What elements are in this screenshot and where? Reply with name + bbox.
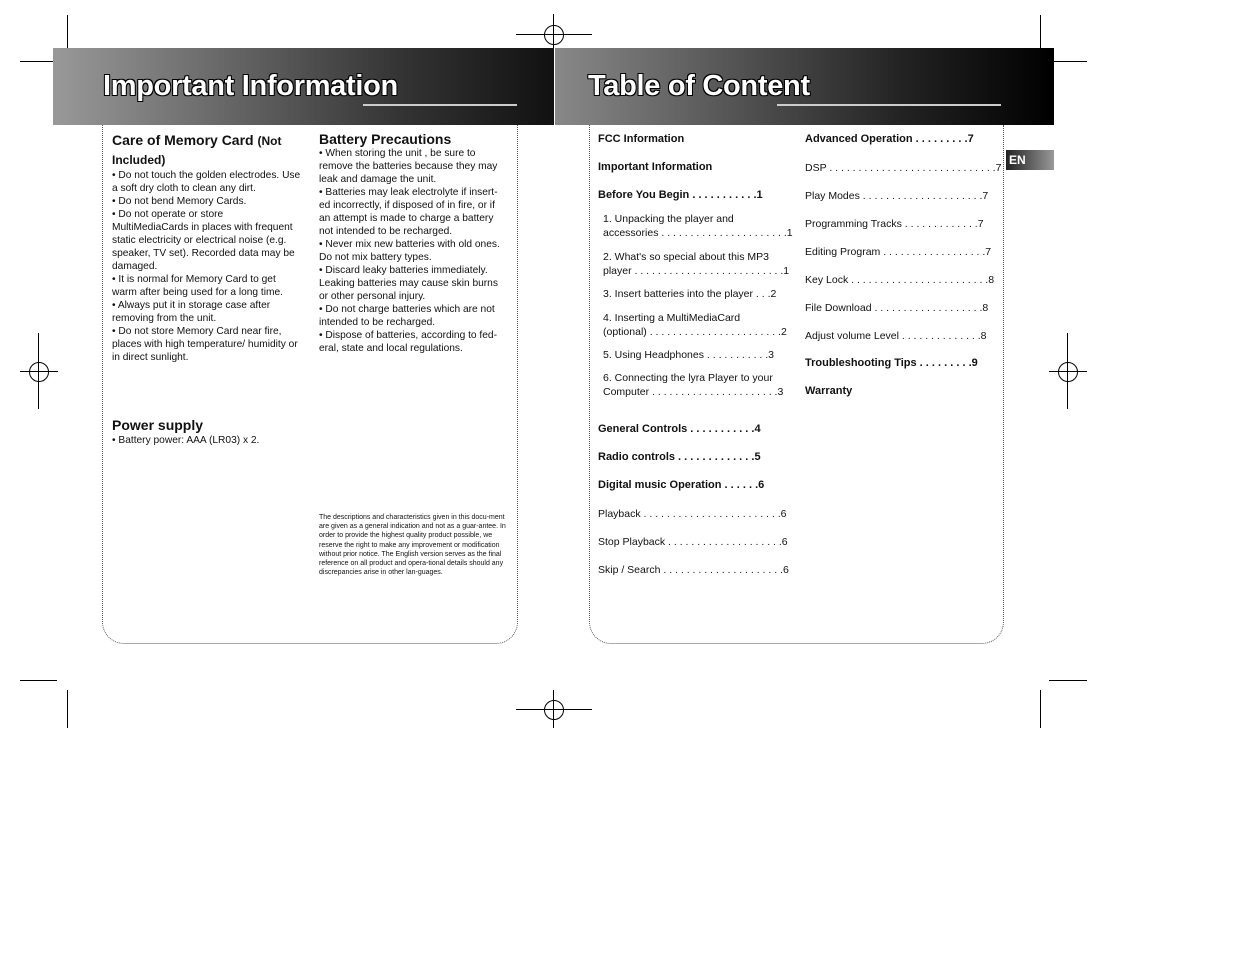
battery-section (319, 131, 507, 355)
memory-card-item: • Do not operate or store MultiMediaCards in places with frequent static electricity or electrical noise (e.g. speaker, TV set). Recorded data may be damaged. (112, 209, 295, 272)
toc-entry: Editing Program . . . . . . . . . . . . . . . . . .7 (805, 246, 992, 258)
disclaimer-text: The descriptions and characteristics given in this docu-ment are given as a general indication and not as a guar-antee. In order to provide the highest quality product possible, we reserve the right to make any improvement or modification without prior notice. The English version serves as the final reference on all product and opera-tional details should any discrepancies arise in other lan-guages. (319, 514, 506, 577)
toc-entry: Adjust volume Level . . . . . . . . . . . . . .8 (805, 330, 987, 342)
toc-entry: DSP . . . . . . . . . . . . . . . . . . . . . . . . . . . . .7 (805, 162, 1002, 174)
crop-mark (67, 15, 68, 49)
registration-mark (1058, 362, 1078, 382)
battery-item: • Do not charge batteries which are not intended to be recharged. (319, 304, 495, 328)
toc-entry: Play Modes . . . . . . . . . . . . . . . . . . . . .7 (805, 190, 989, 202)
power-supply-heading: Power supply (112, 417, 204, 433)
toc-entry: Digital music Operation . . . . . .6 (598, 479, 765, 491)
memory-card-item: • Do not touch the golden electrodes. Use a soft dry cloth to clean any dirt. (112, 170, 301, 194)
power-supply-section (112, 416, 302, 447)
toc-entry: Radio controls . . . . . . . . . . . . .5 (598, 451, 761, 463)
toc-entry: 5. Using Headphones . . . . . . . . . . .3 (603, 349, 775, 361)
crop-mark (516, 709, 592, 710)
crop-mark (67, 690, 68, 728)
battery-item: • Dispose of batteries, according to fed-eral, state and local regulations. (319, 330, 497, 354)
toc-entry: Key Lock . . . . . . . . . . . . . . . . . . . . . . . .8 (805, 274, 995, 286)
registration-mark (544, 700, 564, 720)
battery-item: • Discard leaky batteries immediately. Leaking batteries may cause skin burns or other personal injury. (319, 265, 498, 302)
toc-entry: player . . . . . . . . . . . . . . . . . . . . . . . . . .1 (603, 265, 790, 277)
toc-entry: Troubleshooting Tips . . . . . . . . .9 (805, 357, 978, 369)
toc-entry: File Download . . . . . . . . . . . . . . . . . . .8 (805, 302, 989, 314)
toc-entry: Warranty (805, 385, 853, 397)
registration-mark (544, 25, 564, 45)
toc-entry: Skip / Search . . . . . . . . . . . . . . . . . . . . .6 (598, 564, 789, 576)
power-supply-text: • Battery power: AAA (LR03) x 2. (112, 435, 260, 446)
memory-card-item: • It is normal for Memory Card to get warm after being used for a long time. (112, 274, 284, 298)
battery-heading: Battery Precautions (319, 131, 452, 147)
crop-mark (553, 14, 554, 50)
memory-card-section (112, 131, 302, 364)
crop-mark (20, 680, 57, 681)
right-header-band (555, 48, 1054, 125)
battery-item: • Batteries may leak electrolyte if insert-ed incorrectly, if disposed of in fire, or if an attempt is made to charge a battery not intended to be recharged. (319, 187, 498, 237)
language-tab: EN (1006, 150, 1054, 170)
memory-card-item: • Always put it in storage case after removing from the unit. (112, 300, 271, 324)
toc-entry: 3. Insert batteries into the player . . .2 (603, 288, 777, 300)
memory-card-heading: Care of Memory Card (Not Included) (112, 132, 282, 167)
crop-mark (1049, 61, 1087, 62)
toc-entry: (optional) . . . . . . . . . . . . . . . . . . . . . . .2 (603, 326, 787, 338)
crop-mark (1040, 690, 1041, 728)
toc-entry: General Controls . . . . . . . . . . .4 (598, 423, 761, 435)
right-page-title: Table of Content (588, 70, 810, 102)
left-header-band (53, 48, 554, 125)
crop-mark (1040, 15, 1041, 49)
registration-mark (29, 362, 49, 382)
toc-entry: Important Information (598, 161, 713, 173)
toc-entry: 6. Connecting the lyra Player to your (603, 372, 773, 384)
toc-entry: Before You Begin . . . . . . . . . . .1 (598, 189, 763, 201)
crop-mark (20, 61, 57, 62)
toc-entry: Advanced Operation . . . . . . . . .7 (805, 133, 974, 145)
toc-entry: 4. Inserting a MultiMediaCard (603, 312, 741, 324)
left-page-title: Important Information (103, 70, 398, 102)
memory-card-item: • Do not bend Memory Cards. (112, 196, 247, 207)
toc-entry: Programming Tracks . . . . . . . . . . . . .7 (805, 218, 984, 230)
crop-mark (516, 34, 592, 35)
toc-entry: 1. Unpacking the player and (603, 213, 734, 225)
memory-card-item: • Do not store Memory Card near fire, places with high temperature/ humidity or in direct sunlight. (112, 326, 298, 363)
toc-entry: Computer . . . . . . . . . . . . . . . . . . . . . .3 (603, 386, 784, 398)
title-underline (777, 104, 1001, 106)
toc-entry: accessories . . . . . . . . . . . . . . . . . . . . . .1 (603, 227, 793, 239)
toc-entry: Stop Playback . . . . . . . . . . . . . . . . . . . .6 (598, 536, 788, 548)
title-underline (363, 104, 517, 106)
crop-mark (1049, 680, 1087, 681)
battery-item: • When storing the unit , be sure to remove the batteries because they may leak and damage the unit. (319, 148, 498, 185)
battery-item: • Never mix new batteries with old ones. Do not mix battery types. (319, 239, 500, 263)
crop-mark (20, 371, 58, 372)
toc-entry: FCC Information (598, 133, 685, 145)
toc-entry: Playback . . . . . . . . . . . . . . . . . . . . . . . .6 (598, 508, 787, 520)
crop-mark (1049, 371, 1087, 372)
toc-entry: 2. What's so special about this MP3 (603, 251, 770, 263)
